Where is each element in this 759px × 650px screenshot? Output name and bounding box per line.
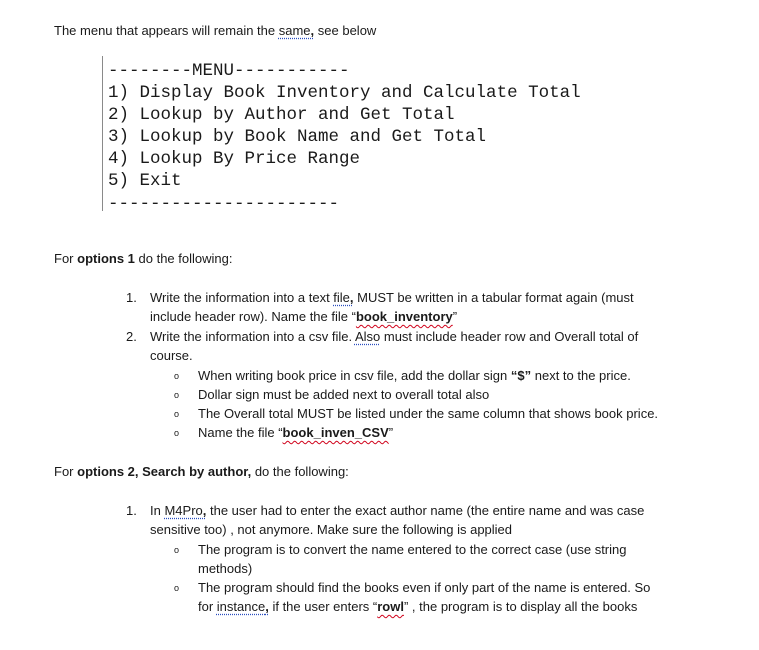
option1-heading: For options 1 do the following: (54, 251, 233, 266)
bullet-icon: o (174, 428, 180, 438)
filename-book-inventory: book_inventory (355, 309, 453, 324)
menu-footer: ---------------------- (108, 194, 340, 214)
intro-text (54, 23, 376, 38)
option2-sub2-line1: The program should find the books even if only part of the name is entered. So (198, 580, 651, 595)
bullet-icon: o (174, 371, 180, 381)
menu-code-block (102, 56, 583, 214)
option2-sub1-line2: methods) (198, 561, 253, 576)
option1-item1-number: 1. (126, 290, 137, 305)
option2-heading: For options 2, Search by author, do the following: (54, 464, 349, 479)
option2-sub1-line1: The program is to convert the name entered to the correct case (use string (198, 542, 627, 557)
option1-sub2: Dollar sign must be added next to overall total also (198, 387, 490, 402)
option2-item1-number: 1. (126, 503, 137, 518)
option1-item1-line2: include header row). Name the file “book_inventory” (150, 309, 458, 324)
menu-item-1: 1) Display Book Inventory and Calculate Total (108, 83, 581, 103)
intro-same: same, (278, 23, 315, 38)
bullet-icon: o (174, 545, 180, 555)
bullet-icon: o (174, 409, 180, 419)
menu-item-2: 2) Lookup by Author and Get Total (108, 105, 455, 125)
option2-item1-line1: In M4Pro, the user had to enter the exact author name (the entire name and was case (150, 503, 645, 518)
option1-item2-number: 2. (126, 329, 137, 344)
option2-sub2-line2: for instance, if the user enters “rowl” , the program is to display all the books (198, 599, 638, 614)
menu-item-4: 4) Lookup By Price Range (108, 149, 361, 169)
filename-book-inven-csv: book_inven_CSV (282, 425, 389, 440)
bullet-icon: o (174, 390, 180, 400)
option1-sub1: When writing book price in csv file, add the dollar sign “$” next to the price. (198, 368, 631, 383)
menu-header: --------MENU----------- (108, 61, 350, 81)
option2-item1-line2: sensitive too) , not anymore. Make sure the following is applied (150, 522, 513, 537)
bullet-icon: o (174, 583, 180, 593)
option1-sub4: Name the file “book_inven_CSV” (198, 425, 394, 440)
menu-item-3: 3) Lookup by Book Name and Get Total (108, 127, 487, 147)
option1-item1-line1: Write the information into a text file, MUST be written in a tabular format again (must (150, 290, 634, 305)
intro-after: see below (314, 23, 377, 38)
option1-sub3: The Overall total MUST be listed under the same column that shows book price. (198, 406, 659, 421)
menu-item-5: 5) Exit (108, 171, 182, 191)
option1-item2-line2: course. (150, 348, 193, 363)
option1-item2-line1: Write the information into a csv file. Also must include header row and Overall total of (150, 329, 639, 344)
intro-before: The menu that appears will remain the (54, 23, 279, 38)
